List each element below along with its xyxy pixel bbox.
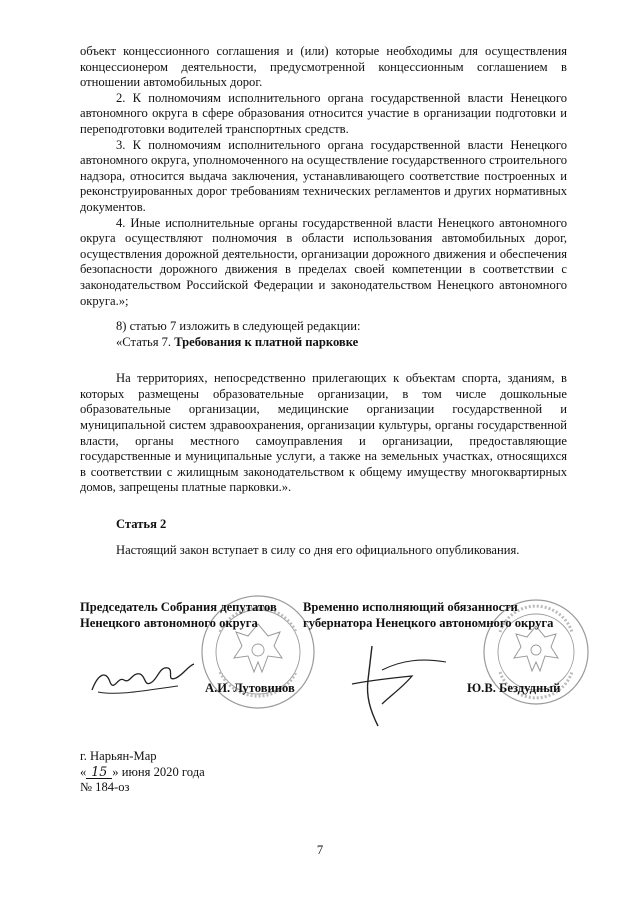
date-open-quote: «	[80, 764, 87, 779]
document-footer	[80, 749, 205, 796]
signature-block	[80, 600, 570, 730]
page-number: 7	[316, 843, 324, 857]
signing-date	[80, 765, 205, 781]
spacer	[80, 309, 567, 319]
spacer	[80, 533, 567, 543]
paragraph-intro: объект концессионного соглашения и (или) которые необходимы для осуществления концессионером деятельности, предусмотренной концессионным соглашением в отношении автомобильных дорог.	[80, 44, 567, 90]
law-number: № 184-оз	[80, 780, 130, 795]
city: г. Нарьян-Мар	[80, 749, 157, 763]
date-day: 15	[86, 766, 112, 779]
paragraph-4: 4. Иные исполнительные органы государственной власти Ненецкого автономного округа осуществляют полномочия в области использования автомобильных дорог, осуществления дорожной деятельности, организации дорожного движения и обеспечения безопасности дорожного движения в пределах своей компетенции в соответствии с законодательством Российской Федерации и законодательством Ненецкого автономного округа.»;	[80, 215, 567, 308]
spacer	[80, 350, 567, 371]
article-7-prefix: «Статья 7.	[116, 334, 172, 349]
paragraph-2: 2. К полномочиям исполнительного органа государственной власти Ненецкого автономного округа в сфере образования относится участие в организации подготовки и переподготовки водителей транспортных средств.	[80, 90, 567, 136]
article-2-text: Настоящий закон вступает в силу со дня его официального опубликования.	[116, 542, 520, 557]
left-signature-icon	[88, 652, 198, 702]
article-2-heading: Статья 2	[116, 517, 167, 532]
left-signatory-title: Председатель Собрания депутатов Ненецкого автономного округа	[80, 600, 277, 630]
article-7-title: Требования к платной парковке	[174, 334, 359, 349]
date-rest: » июня 2020 года	[112, 764, 205, 779]
item-8: 8) статью 7 изложить в следующей редакции:	[116, 319, 361, 334]
right-signatory-title: Временно исполняющий обязанности губернатора Ненецкого автономного округа	[303, 600, 554, 630]
spacer	[80, 496, 567, 517]
paragraph-3: 3. К полномочиям исполнительного органа государственной власти Ненецкого автономного округа, уполномоченного на осуществление государственного строительного надзора, относится выдача заключения, устанавливающего соответствие построенных и реконструированных дорог требованиям технических регламентов и других нормативных документов.	[80, 137, 567, 214]
article-7-text: На территориях, непосредственно прилегающих к объектам спорта, зданиям, в которых размещены образовательные организации, в том числе дошкольные образовательные организации, медицинские организации государственной и муниципальной систем здравоохранения, организации культуры, органы государственной власти, органы местного самоуправления и организации, предоставляющие государственные и муниципальные услуги, а также на земельных участках, относящихся в соответствии с жилищным законодательством к общему имуществу многоквартирных домов, запрещены платные парковки.».	[80, 371, 567, 495]
right-signatory-name: Ю.В. Бездудный	[467, 681, 561, 695]
left-signatory-name: А.И. Лутовинов	[205, 681, 295, 695]
right-signature-icon	[342, 640, 452, 735]
document-body	[80, 44, 567, 558]
article-7-heading	[80, 335, 567, 351]
